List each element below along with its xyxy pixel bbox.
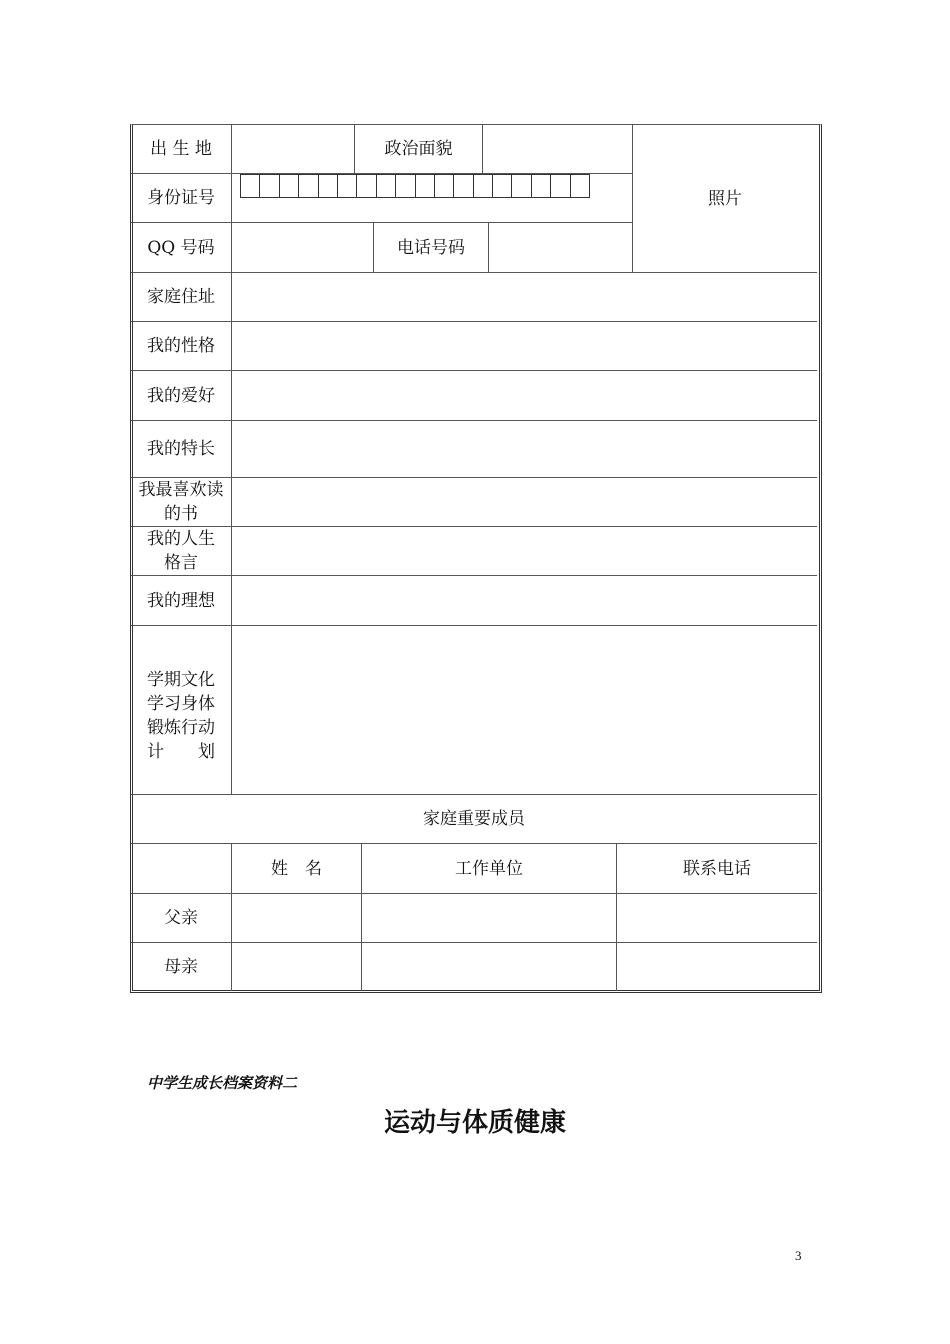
father-work-field[interactable] [362,894,616,942]
col-header-work-unit: 工作单位 [455,858,523,879]
photo-label: 照片 [708,188,742,209]
col-header-name: 姓 名 [271,858,322,879]
favorite-book-field[interactable] [232,478,817,526]
address-field[interactable] [232,273,817,321]
political-status-field[interactable] [483,125,632,173]
personality-field[interactable] [232,322,817,370]
id-number-label: 身份证号 [147,188,215,208]
father-name-field[interactable] [232,894,361,942]
page-number: 3 [795,1248,802,1263]
family-members-header: 家庭重要成员 [423,809,525,829]
hobby-label: 我的爱好 [147,385,215,406]
phone-label: 电话号码 [397,237,465,258]
specialty-label: 我的特长 [147,439,215,459]
plan-label: 学期文化学习身体锻炼行动计 划 [147,670,215,762]
qq-field[interactable] [232,223,373,272]
mother-work-field[interactable] [362,943,616,991]
id-number-boxes[interactable] [240,174,590,198]
favorite-book-label: 我最喜欢读的书 [138,480,224,524]
section-subtitle: 中学生成长档案资料二 [147,1074,298,1092]
hobby-field[interactable] [232,371,817,420]
address-label: 家庭住址 [147,287,215,307]
section-title: 运动与体质健康 [383,1108,566,1138]
col-header-contact-phone: 联系电话 [683,858,751,879]
mother-label: 母亲 [164,957,198,977]
birthplace-label: 出 生 地 [150,139,212,159]
mother-name-field[interactable] [232,943,361,991]
qq-label: QQ 号码 [147,237,215,258]
father-label: 父亲 [164,908,198,928]
specialty-field[interactable] [232,421,817,477]
mother-phone-field[interactable] [617,943,817,991]
birthplace-field[interactable] [232,125,354,173]
plan-field[interactable] [232,626,817,794]
ideal-label: 我的理想 [147,590,215,611]
father-phone-field[interactable] [617,894,817,942]
motto-label: 我的人生格言 [147,529,215,573]
motto-field[interactable] [232,527,817,575]
phone-field[interactable] [489,223,632,272]
political-status-label: 政治面貌 [384,139,453,159]
ideal-field[interactable] [232,576,817,625]
personality-label: 我的性格 [147,336,215,356]
